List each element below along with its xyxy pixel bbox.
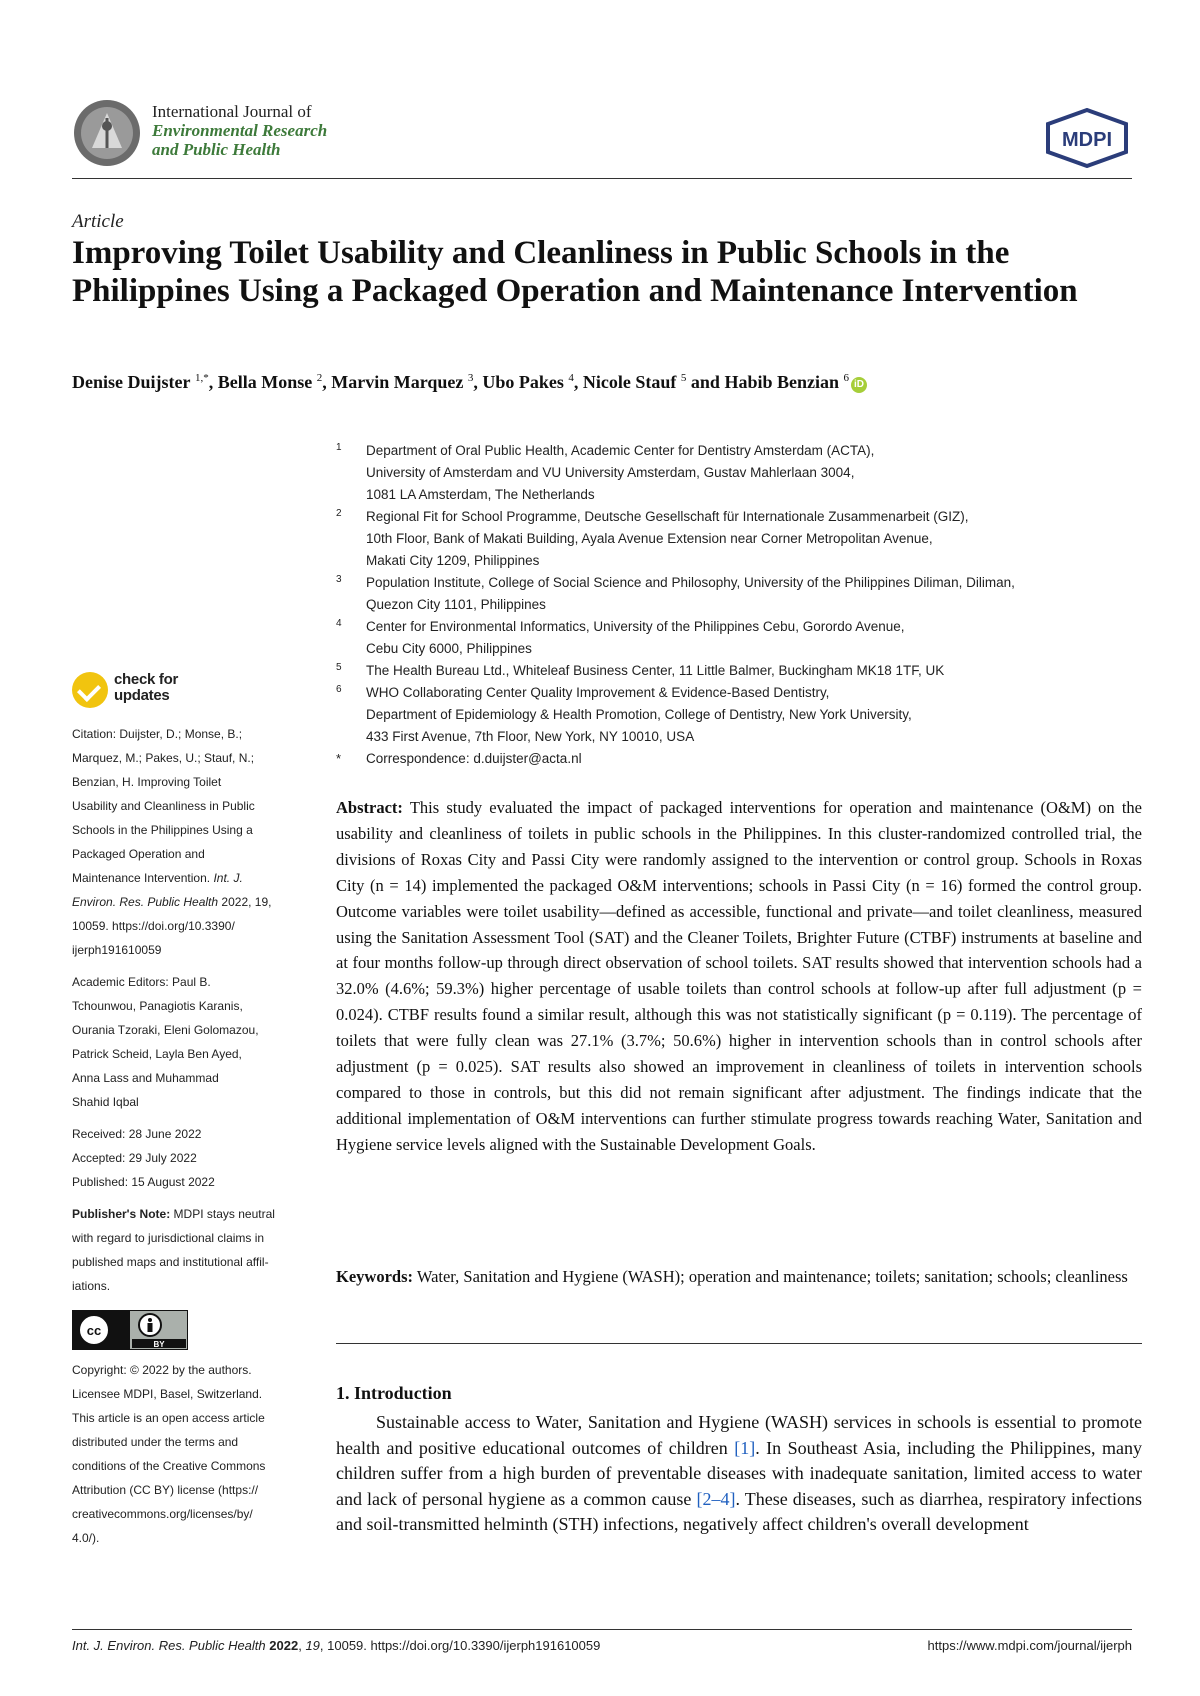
cc-by-license-icon[interactable] xyxy=(72,1310,188,1350)
copyright-line: 4.0/). xyxy=(72,1531,100,1545)
editors-line: Shahid Iqbal xyxy=(72,1095,139,1109)
citation-line: Citation: Duijster, D.; Monse, B.; xyxy=(72,727,243,741)
affiliation-item xyxy=(336,506,1146,572)
citation-line: Schools in the Philippines Using a xyxy=(72,823,253,837)
citation-line: Maintenance Intervention. Int. J. xyxy=(72,871,243,885)
affiliation-item xyxy=(336,572,1146,616)
svg-text:BY: BY xyxy=(153,1340,165,1349)
publication-dates xyxy=(72,1122,312,1194)
citation-line: Usability and Cleanliness in Public xyxy=(72,799,255,813)
citation-line: Marquez, M.; Pakes, U.; Stauf, N.; xyxy=(72,751,255,765)
citation-line: Packaged Operation and xyxy=(72,847,205,861)
affiliation-line: Center for Environmental Informatics, University of the Philippines Cebu, Gorordo Avenue, xyxy=(366,619,905,634)
affiliation-line: 433 First Avenue, 7th Floor, New York, NY 10010, USA xyxy=(366,729,695,744)
editors-line: Ourania Tzoraki, Eleni Golomazou, xyxy=(72,1023,259,1037)
author-list: Denise Duijster $^{1,*}$, Bella Monse $^2$, Marvin Marquez $^3$, Ubo Pakes $^4$, Nicole Stauf $^5$ and Habib Benzian $^6$iD xyxy=(72,372,1142,393)
author-affiliation-marker: 3 xyxy=(467,372,474,384)
affiliation-number: 4 xyxy=(336,618,342,629)
author-name[interactable]: Marvin Marquez xyxy=(331,372,464,392)
copyright-line: Copyright: © 2022 by the authors. xyxy=(72,1363,252,1377)
publisher-note xyxy=(72,1202,312,1298)
affiliation-line: Department of Epidemiology & Health Promotion, College of Dentistry, New York University, xyxy=(366,707,912,722)
affiliation-number: 2 xyxy=(336,508,342,519)
academic-editors xyxy=(72,970,312,1114)
check-for-updates-label: check for updates xyxy=(114,671,178,704)
section-divider xyxy=(336,1343,1142,1344)
affiliation-number: 5 xyxy=(336,662,342,673)
article-sidebar xyxy=(72,670,312,1550)
affiliation-line: Population Institute, College of Social Science and Philosophy, University of the Philippines Diliman, Diliman, xyxy=(366,575,1015,590)
citation-line: Environ. Res. Public Health 2022, 19, xyxy=(72,895,272,909)
correspondence-marker: * xyxy=(336,751,342,766)
affiliation-line: Regional Fit for School Programme, Deutsche Gesellschaft für Internationale Zusammenarbeit (GIZ), xyxy=(366,509,969,524)
footer-journal-url[interactable]: https://www.mdpi.com/journal/ijerph xyxy=(927,1638,1132,1653)
accepted-date: Accepted: 29 July 2022 xyxy=(72,1151,197,1165)
affiliation-line: The Health Bureau Ltd., Whiteleaf Business Center, 11 Little Balmer, Buckingham MK18 1TF, UK xyxy=(366,663,945,678)
author-affiliation-marker: 2 xyxy=(316,372,323,384)
abstract xyxy=(336,795,1142,1158)
author-affiliation-marker: 1,* xyxy=(194,372,209,384)
footer-doi-link[interactable]: , 10059. https://doi.org/10.3390/ijerph191610059 xyxy=(319,1638,601,1653)
journal-name xyxy=(152,102,327,159)
svg-text:cc: cc xyxy=(86,1323,102,1338)
publisher-note-line: iations. xyxy=(72,1279,111,1293)
affiliation-item xyxy=(336,682,1146,748)
affiliation-item xyxy=(336,660,1146,682)
publisher-note-line: with regard to jurisdictional claims in xyxy=(72,1231,265,1245)
mdpi-logo-icon[interactable] xyxy=(1042,108,1132,168)
author-affiliation-marker: 6 xyxy=(843,372,849,384)
footer-divider xyxy=(72,1629,1132,1630)
affiliation-number: 1 xyxy=(336,442,342,453)
license-link[interactable]: creativecommons.org/licenses/by/ xyxy=(72,1507,253,1521)
introduction-heading: 1. Introduction xyxy=(336,1383,452,1403)
affiliation-line: Department of Oral Public Health, Academic Center for Dentistry Amsterdam (ACTA), xyxy=(366,443,875,458)
article-type: Article xyxy=(72,211,124,232)
affiliation-number: 6 xyxy=(336,684,342,695)
orcid-icon[interactable]: iD xyxy=(851,377,867,393)
footer-citation: Int. J. Environ. Res. Public Health 2022, 19, 10059. https://doi.org/10.3390/ijerph191610059 xyxy=(72,1638,601,1653)
author-affiliation-marker: 5 xyxy=(680,372,687,384)
affiliation-item xyxy=(336,440,1146,506)
authors-conjunction: and xyxy=(690,372,720,392)
reference-link[interactable]: [1] xyxy=(734,1437,756,1458)
affiliation-line: 1081 LA Amsterdam, The Netherlands xyxy=(366,487,595,502)
keywords xyxy=(336,1264,1142,1290)
publisher-note-line: Publisher's Note: MDPI stays neutral xyxy=(72,1207,275,1221)
journal-header xyxy=(72,98,1132,182)
editors-line: Tchounwou, Panagiotis Karanis, xyxy=(72,999,243,1013)
affiliation-line: Makati City 1209, Philippines xyxy=(366,553,540,568)
affiliation-line: WHO Collaborating Center Quality Improvement & Evidence-Based Dentistry, xyxy=(366,685,830,700)
citation-line: Benzian, H. Improving Toilet xyxy=(72,775,222,789)
abstract-text: This study evaluated the impact of packaged interventions for operation and maintenance (O&M) on the usability and cleanliness of toilets in public schools in the Philippines. In this cluster-randomized controlled trial, the divisions of Roxas City and Passi City were randomly assigned to the intervention or control group. Schools in Roxas City (n = 14) implemented the packaged O&M interventions; schools in Passi City (n = 16) formed the control group. Outcome variables were toilet usability—defined as accessible, functional and private—and toilet cleanliness, measured using the Sanitation Assessment Tool (SAT) and the Cleaner Toilets, Brighter Future (CTBF) instruments at baseline and at four months follow-up through direct observation of school toilets. SAT results showed that intervention schools had a 32.0% (4.6%; 59.3%) higher percentage of usable toilets than control schools at follow-up after full adjustment (p = 0.024). CTBF results found a similar result, although this was not statistically significant (p = 0.119). The percentage of toilets that were fully clean was 27.1% (3.7%; 50.6%) higher in intervention schools than in control schools after adjustment (p = 0.025). SAT results also showed an improvement in cleanliness of toilets in intervention schools compared to those in controls, but this did not remain significant after adjustment. The findings indicate that the additional implementation of O&M interventions can further stimulate progress towards reaching Water, Sanitation and Hygiene service levels aligned with the Sustainable Development Goals. xyxy=(336,798,1143,1154)
author-name[interactable]: Ubo Pakes xyxy=(482,372,564,392)
journal-name-line1: International Journal of xyxy=(152,102,312,121)
affiliation-line: University of Amsterdam and VU University Amsterdam, Gustav Mahlerlaan 3004, xyxy=(366,465,855,480)
editors-line: Patrick Scheid, Layla Ben Ayed, xyxy=(72,1047,242,1061)
editors-line: Academic Editors: Paul B. xyxy=(72,975,211,989)
author-name[interactable]: Denise Duijster xyxy=(72,372,191,392)
author-name[interactable]: Habib Benzian xyxy=(724,372,839,392)
keywords-label: Keywords: xyxy=(336,1267,413,1286)
affiliations xyxy=(336,440,1146,770)
header-divider xyxy=(72,178,1132,179)
copyright-line: Attribution (CC BY) license (https:// xyxy=(72,1483,259,1497)
svg-text:MDPI: MDPI xyxy=(1062,129,1112,151)
affiliation-number: 3 xyxy=(336,574,342,585)
author-affiliation-marker: 4 xyxy=(568,372,574,384)
affiliation-line: Cebu City 6000, Philippines xyxy=(366,641,532,656)
copyright-line: This article is an open access article xyxy=(72,1411,265,1425)
reference-link[interactable]: [2–4] xyxy=(696,1488,736,1509)
author-name[interactable]: Nicole Stauf xyxy=(582,372,677,392)
correspondence xyxy=(336,748,1146,770)
check-for-updates-icon xyxy=(72,672,108,708)
keywords-text: Water, Sanitation and Hygiene (WASH); operation and maintenance; toilets; sanitation; schools; cleanliness xyxy=(416,1267,1128,1286)
article-title: Improving Toilet Usability and Cleanliness in Public Schools in the Philippines Using a Packaged Operation and Maintenance Intervention xyxy=(72,235,1078,309)
citation-block xyxy=(72,722,312,962)
abstract-label: Abstract: xyxy=(336,798,403,817)
check-for-updates-button[interactable] xyxy=(72,670,312,714)
publisher-note-line: published maps and institutional affil- xyxy=(72,1255,269,1269)
journal-name-line3: and Public Health xyxy=(152,140,281,159)
citation-doi-link[interactable]: ijerph191610059 xyxy=(72,943,162,957)
affiliation-line: Quezon City 1101, Philippines xyxy=(366,597,546,612)
copyright-line: Licensee MDPI, Basel, Switzerland. xyxy=(72,1387,263,1401)
correspondence-email[interactable]: Correspondence: d.duijster@acta.nl xyxy=(366,751,582,766)
copyright-line: conditions of the Creative Commons xyxy=(72,1459,266,1473)
journal-logo-icon xyxy=(72,98,142,168)
citation-doi-link[interactable]: 10059. https://doi.org/10.3390/ xyxy=(72,919,235,933)
author-name[interactable]: Bella Monse xyxy=(217,372,313,392)
affiliation-item xyxy=(336,616,1146,660)
copyright-line: distributed under the terms and xyxy=(72,1435,239,1449)
copyright-notice xyxy=(72,1358,312,1550)
received-date: Received: 28 June 2022 xyxy=(72,1127,202,1141)
journal-name-line2: Environmental Research xyxy=(152,121,328,140)
editors-line: Anna Lass and Muhammad xyxy=(72,1071,219,1085)
affiliation-line: 10th Floor, Bank of Makati Building, Ayala Avenue Extension near Corner Metropolitan Avenue, xyxy=(366,531,933,546)
published-date: Published: 15 August 2022 xyxy=(72,1175,215,1189)
introduction-paragraph: Sustainable access to Water, Sanitation and Hygiene (WASH) services in schools is essential to promote health and positive educational outcomes of children [1]. In Southeast Asia, including the Philippines, many children suffer from a high burden of preventable diseases with inadequate sanitation, limited access to water and lack of personal hygiene as a common cause [2–4]. These diseases, such as diarrhea, respiratory infections and soil-transmitted helminth (STH) infections, negatively affect children's overall development xyxy=(336,1412,1142,1535)
